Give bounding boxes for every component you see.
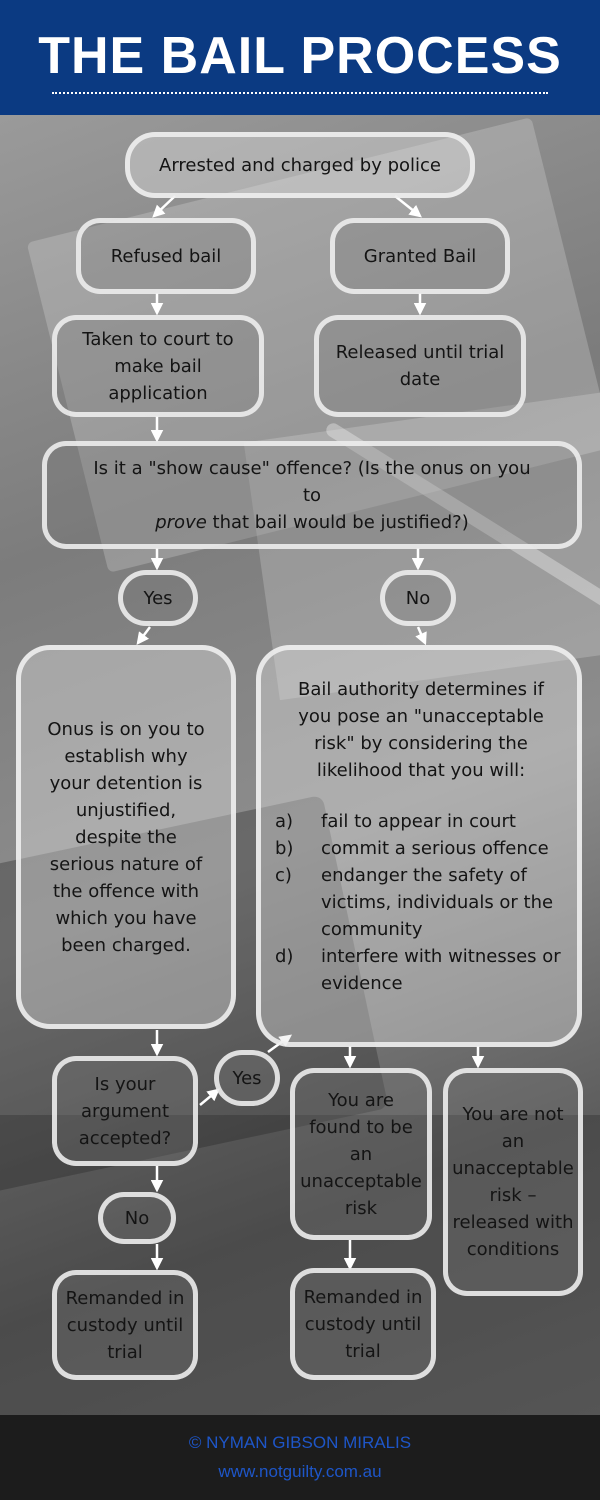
show-cause-question-emphasis: prove	[155, 511, 207, 533]
risk-text: fail to appear in court	[321, 811, 516, 832]
risk-list	[275, 808, 567, 997]
box-taken-to-court-text: Taken to court to make bail application	[82, 328, 234, 404]
box-no-argument	[98, 1192, 176, 1244]
box-yes-argument	[214, 1050, 280, 1106]
risk-item	[275, 943, 567, 997]
box-remanded-right-text: Remanded in custody until trial	[303, 1286, 423, 1362]
box-taken-to-court	[52, 315, 264, 417]
risk-letter: d)	[275, 946, 294, 967]
box-remanded-left	[52, 1270, 198, 1380]
risk-item	[275, 862, 567, 943]
box-remanded-right	[290, 1268, 436, 1380]
box-onus	[16, 645, 236, 1029]
box-arrested	[125, 132, 475, 198]
page-title: THE BAIL PROCESS	[38, 27, 562, 85]
footer-website-link[interactable]: www.notguilty.com.au	[218, 1462, 382, 1481]
box-yes-show-cause-text: Yes	[143, 587, 173, 609]
header-banner	[0, 0, 600, 115]
box-onus-text: Onus is on you to establish why your detention is unjustified, despite the serious nature of the offence with which you have been charged.	[47, 718, 205, 956]
box-argument-accepted	[52, 1056, 198, 1166]
risk-letter: b)	[275, 838, 294, 859]
risk-item	[275, 808, 567, 835]
box-no-show-cause-text: No	[405, 587, 431, 609]
box-yes-argument-text: Yes	[232, 1067, 262, 1089]
box-argument-accepted-text: Is your argument accepted?	[78, 1073, 172, 1149]
box-no-argument-text: No	[124, 1207, 150, 1229]
risk-letter: c)	[275, 865, 292, 886]
footer-copyright: © NYMAN GIBSON MIRALIS	[188, 1433, 412, 1452]
footer	[0, 1415, 600, 1500]
box-found-unacceptable-text: You are found to be an unacceptable risk	[300, 1089, 422, 1219]
risk-item	[275, 835, 567, 862]
box-granted-bail	[330, 218, 510, 294]
box-refused-bail	[76, 218, 256, 294]
show-cause-question-part-2: that bail would be justified?)	[206, 511, 469, 533]
box-refused-bail-text: Refused bail	[110, 245, 222, 267]
bail-authority-intro: Bail authority determines if you pose an "unacceptable risk" by considering the likelihood that you will:	[297, 679, 545, 781]
show-cause-question-part-1: Is it a "show cause" offence? (Is the onus on you to	[93, 457, 531, 506]
box-yes-show-cause	[118, 570, 198, 626]
box-no-show-cause	[380, 570, 456, 626]
box-show-cause-question	[42, 441, 582, 549]
risk-text: interfere with witnesses or evidence	[321, 946, 561, 994]
box-granted-bail-text: Granted Bail	[363, 245, 477, 267]
box-bail-authority	[256, 645, 582, 1047]
risk-text: commit a serious offence	[321, 838, 549, 859]
risk-text: endanger the safety of victims, individuals or the community	[321, 865, 554, 940]
show-cause-question-text	[87, 455, 537, 536]
box-arrested-text: Arrested and charged by police	[159, 154, 441, 176]
risk-letter: a)	[275, 811, 294, 832]
title-dotted-rule	[52, 92, 548, 94]
box-released-until-trial	[314, 315, 526, 417]
box-not-unacceptable	[443, 1068, 583, 1296]
box-remanded-left-text: Remanded in custody until trial	[65, 1287, 185, 1363]
box-not-unacceptable-text: You are not an unacceptable risk – released with conditions	[452, 1104, 574, 1260]
box-released-until-trial-text: Released until trial date	[335, 342, 505, 390]
box-found-unacceptable	[290, 1068, 432, 1240]
